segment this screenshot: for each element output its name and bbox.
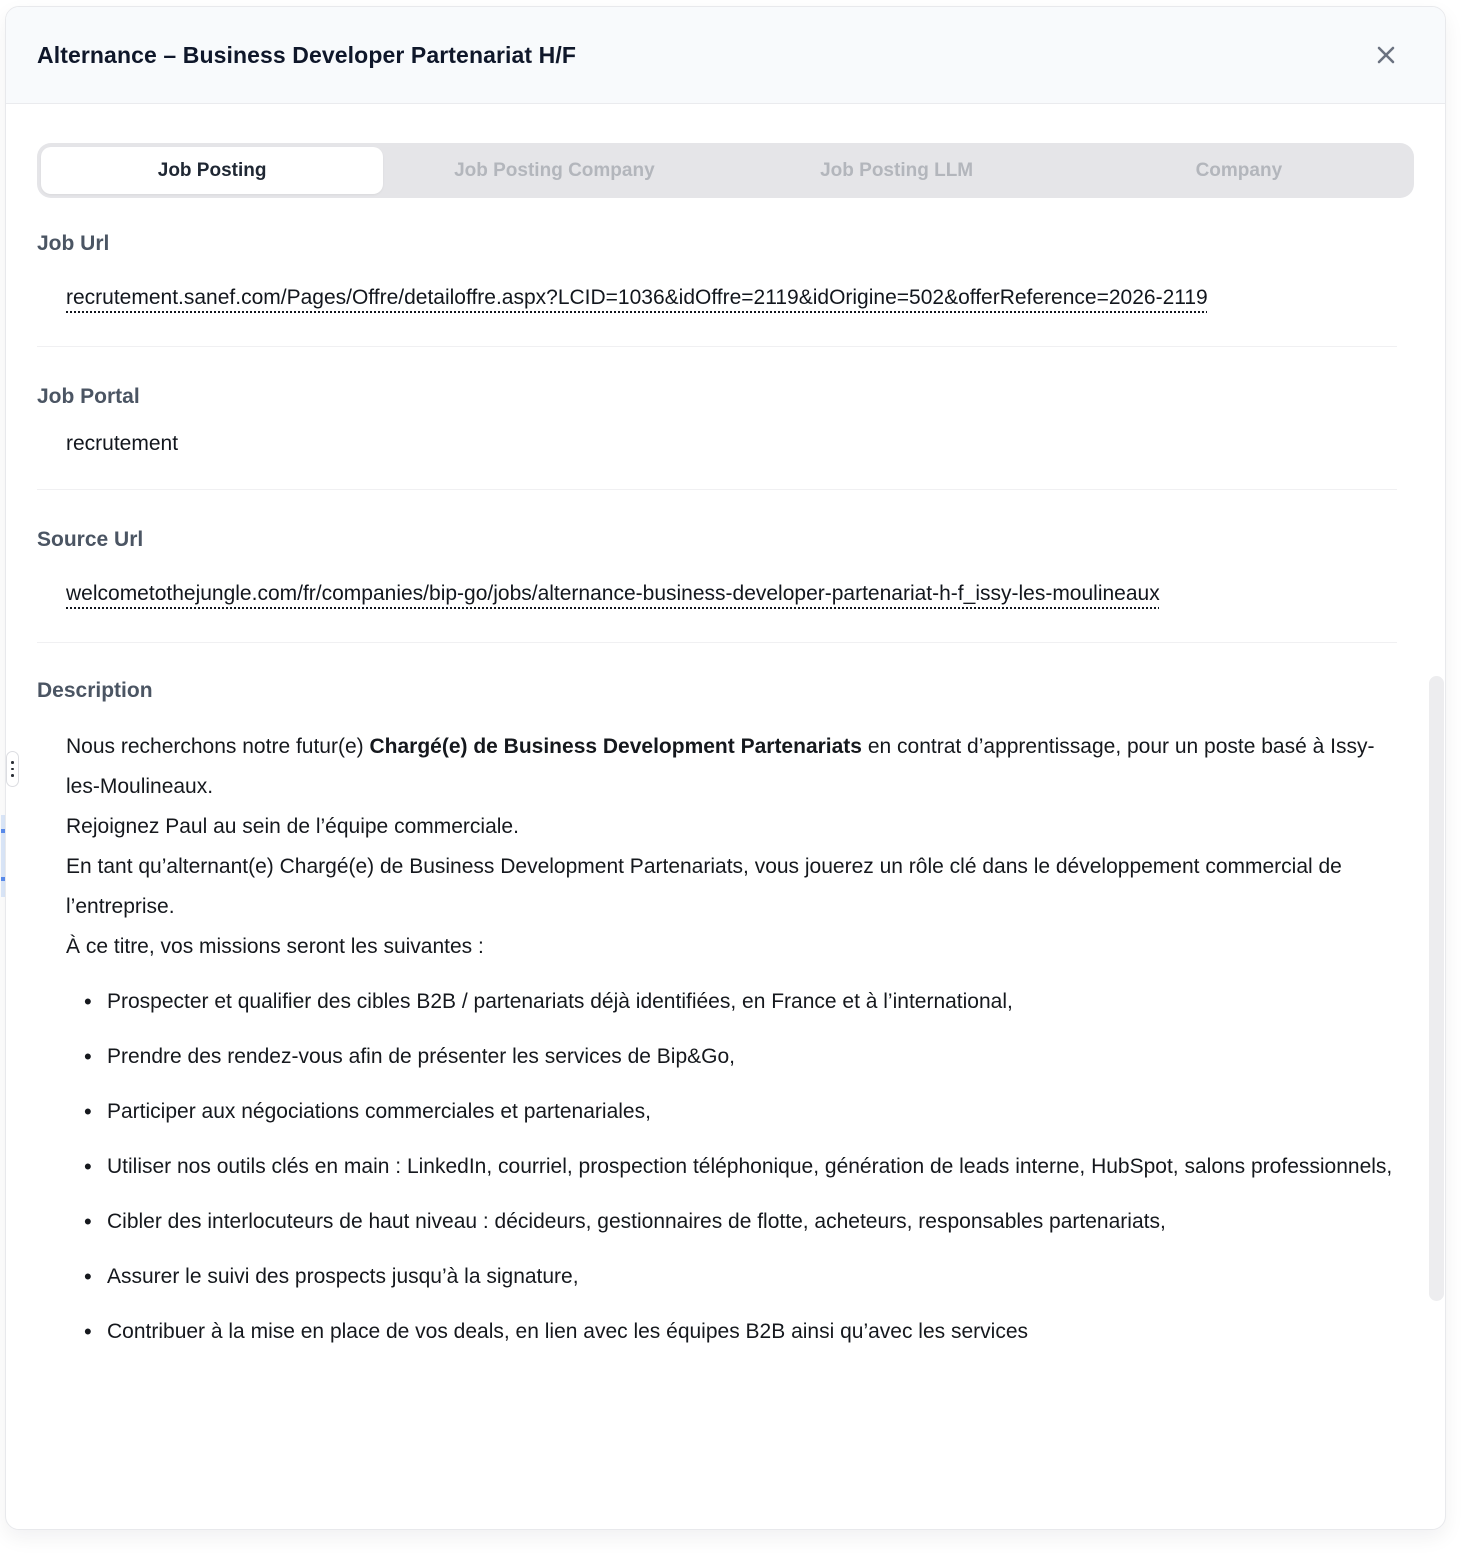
- drag-handle[interactable]: [6, 751, 19, 787]
- job-portal-label: Job Portal: [37, 385, 140, 408]
- grip-dots-icon: [11, 774, 14, 777]
- description-label: Description: [37, 679, 153, 702]
- list-item: • Utiliser nos outils clés en main : LinkedIn, courriel, prospection téléphonique, génération de leads interne, HubSpot, salons professionnels,: [66, 1147, 1397, 1187]
- description-body: [66, 727, 1397, 1352]
- grip-dots-icon: [11, 768, 14, 771]
- job-posting-modal: [5, 6, 1446, 1530]
- list-item: • Participer aux négociations commerciales et partenariales,: [66, 1092, 1397, 1132]
- list-item: • Prospecter et qualifier des cibles B2B / partenariats déjà identifiées, en France et à l’international,: [66, 982, 1397, 1022]
- list-item: • Cibler des interlocuteurs de haut niveau : décideurs, gestionnaires de flotte, acheteurs, responsables partenariats,: [66, 1202, 1397, 1242]
- description-text: en contrat d’apprentissage, pour un poste basé à Issy-les-Moulineaux.: [66, 735, 1375, 798]
- modal-title: Alternance – Business Developer Partenariat H/F: [37, 41, 577, 68]
- source-url-field: [66, 572, 1397, 616]
- grip-dots-icon: [11, 761, 14, 764]
- tab-job-posting[interactable]: Job Posting: [41, 147, 383, 194]
- list-item: • Prendre des rendez-vous afin de présenter les services de Bip&Go,: [66, 1037, 1397, 1077]
- divider: [37, 489, 1397, 490]
- tab-job-posting-llm[interactable]: Job Posting LLM: [726, 147, 1068, 194]
- modal-content: [6, 232, 1445, 1352]
- missions-list: [66, 982, 1397, 1352]
- job-url-field: [66, 276, 1397, 320]
- description-text-bold: Chargé(e) de Business Development Partenariats: [369, 735, 862, 758]
- divider: [37, 346, 1397, 347]
- job-url-label: Job Url: [37, 232, 110, 255]
- list-item: • Assurer le suivi des prospects jusqu’à la signature,: [66, 1257, 1397, 1297]
- description-paragraph-2: Rejoignez Paul au sein de l’équipe commerciale.: [66, 815, 519, 838]
- description-paragraph-3: En tant qu’alternant(e) Chargé(e) de Business Development Partenariats, vous jouerez un rôle clé dans le développement commercial de l’entreprise.: [66, 855, 1342, 918]
- description-paragraph-4: À ce titre, vos missions seront les suivantes :: [66, 935, 484, 958]
- close-icon: [1375, 44, 1397, 66]
- job-portal-value: recrutement: [66, 432, 179, 455]
- source-url-label: Source Url: [37, 528, 144, 551]
- close-button[interactable]: [1371, 40, 1401, 70]
- scrollbar-thumb[interactable]: [1429, 676, 1444, 1301]
- modal-body: [6, 104, 1445, 1529]
- description-paragraph-1: [66, 727, 1397, 807]
- job-url-link[interactable]: recrutement.sanef.com/Pages/Offre/detailoffre.aspx?LCID=1036&idOffre=2119&idOrigine=502&offerReference=2026-2119: [66, 286, 1208, 309]
- tab-job-posting-company[interactable]: Job Posting Company: [383, 147, 725, 194]
- tab-bar: [37, 143, 1414, 198]
- tab-company[interactable]: Company: [1068, 147, 1410, 194]
- list-item: • Contribuer à la mise en place de vos deals, en lien avec les équipes B2B ainsi qu’avec les services: [66, 1312, 1397, 1352]
- modal-header: [6, 7, 1445, 104]
- description-text: Nous recherchons notre futur(e): [66, 735, 370, 758]
- source-url-link[interactable]: welcometothejungle.com/fr/companies/bip-go/jobs/alternance-business-developer-partenariat-h-f_issy-les-moulineaux: [66, 582, 1160, 605]
- divider: [37, 642, 1397, 643]
